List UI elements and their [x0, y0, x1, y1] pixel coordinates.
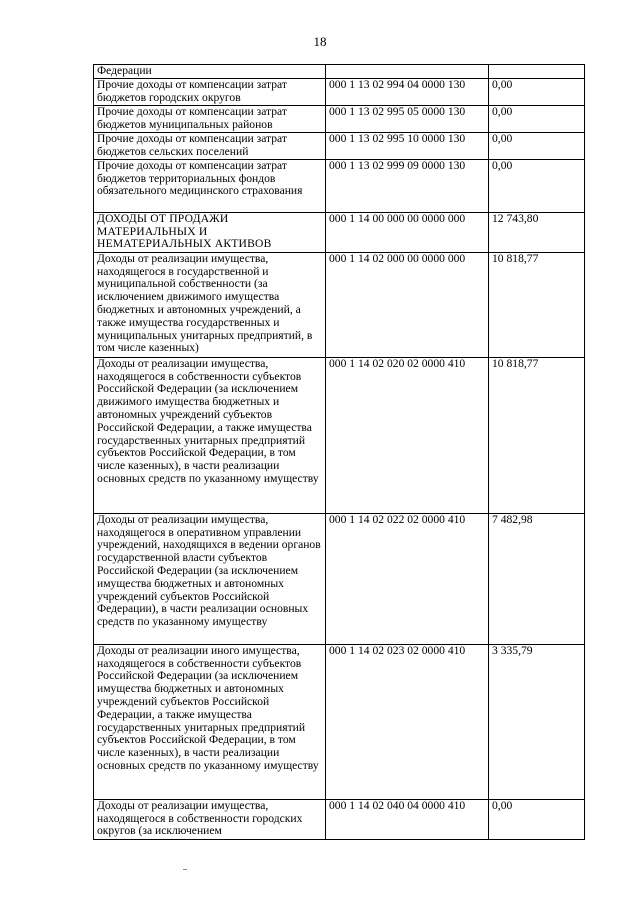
row-code: 000 1 14 02 023 02 0000 410: [326, 644, 489, 799]
table-row: [94, 132, 585, 159]
row-name: Прочие доходы от компенсации затрат бюджетов муниципальных районов: [94, 105, 326, 132]
row-code: 000 1 14 02 000 00 0000 000: [326, 252, 489, 357]
row-amount: 0,00: [489, 799, 585, 839]
table-row: [94, 65, 585, 79]
row-amount: 0,00: [489, 78, 585, 105]
row-code: 000 1 14 02 020 02 0000 410: [326, 357, 489, 513]
table-row: [94, 644, 585, 799]
row-name: Доходы от реализации имущества, находящегося в оперативном управлении учреждений, находящихся в ведении органов государственной власти субъектов Российской Федерации (за исключением имущества бюджетных и автономных учреждений субъектов Российской Федерации), в части реализации основных средств по указанному имуществу: [94, 513, 326, 644]
row-code: 000 1 14 00 000 00 0000 000: [326, 212, 489, 252]
row-name: Доходы от реализации имущества, находящегося в государственной и муниципальной собственности (за исключением движимого имущества бюджетных и автономных учреждений, а также имущества государственных и муниципальных унитарных предприятий, в том числе казенных): [94, 252, 326, 357]
row-name: Доходы от реализации иного имущества, находящегося в собственности субъектов Российской Федерации (за исключением имущества бюджетных и автономных учреждений субъектов Российской Федерации, а также имущества государственных унитарных предприятий субъектов Российской Федерации, в том числе казенных), в части реализации основных средств по указанному имуществу: [94, 644, 326, 799]
row-code: [326, 65, 489, 79]
revenue-table: [93, 64, 585, 840]
row-code: 000 1 13 02 999 09 0000 130: [326, 159, 489, 212]
row-code: 000 1 14 02 040 04 0000 410: [326, 799, 489, 839]
row-amount: 0,00: [489, 105, 585, 132]
row-amount: 10 818,77: [489, 357, 585, 513]
page-number: 18: [313, 34, 327, 49]
row-name: Федерации: [94, 65, 326, 79]
row-name: Прочие доходы от компенсации затрат бюджетов городских округов: [94, 78, 326, 105]
row-code: 000 1 13 02 995 10 0000 130: [326, 132, 489, 159]
row-amount: 12 743,80: [489, 212, 585, 252]
row-name: Доходы от реализации имущества, находящегося в собственности субъектов Российской Федерации (за исключением движимого имущества бюджетных и автономных учреждений субъектов Российской Федерации, а также имущества государственных унитарных предприятий субъектов Российской Федерации, в том числе казенных), в части реализации основных средств по указанному имуществу: [94, 357, 326, 513]
row-amount: [489, 65, 585, 79]
table-row: [94, 159, 585, 212]
row-name: Прочие доходы от компенсации затрат бюджетов территориальных фондов обязательного медицинского страхования: [94, 159, 326, 212]
table-row: [94, 78, 585, 105]
table-row: [94, 212, 585, 252]
row-amount: 0,00: [489, 132, 585, 159]
row-amount: 0,00: [489, 159, 585, 212]
table-row: [94, 105, 585, 132]
scan-mark: [183, 869, 187, 870]
table-row: [94, 799, 585, 839]
table-row: [94, 357, 585, 513]
row-amount: 10 818,77: [489, 252, 585, 357]
row-amount: 3 335,79: [489, 644, 585, 799]
row-amount: 7 482,98: [489, 513, 585, 644]
table-row: [94, 252, 585, 357]
row-code: 000 1 13 02 994 04 0000 130: [326, 78, 489, 105]
table-row: [94, 513, 585, 644]
row-code: 000 1 13 02 995 05 0000 130: [326, 105, 489, 132]
row-code: 000 1 14 02 022 02 0000 410: [326, 513, 489, 644]
row-name: ДОХОДЫ ОТ ПРОДАЖИ МАТЕРИАЛЬНЫХ И НЕМАТЕРИАЛЬНЫХ АКТИВОВ: [94, 212, 326, 252]
row-name: Доходы от реализации имущества, находящегося в собственности городских округов (за исключением: [94, 799, 326, 839]
row-name: Прочие доходы от компенсации затрат бюджетов сельских поселений: [94, 132, 326, 159]
